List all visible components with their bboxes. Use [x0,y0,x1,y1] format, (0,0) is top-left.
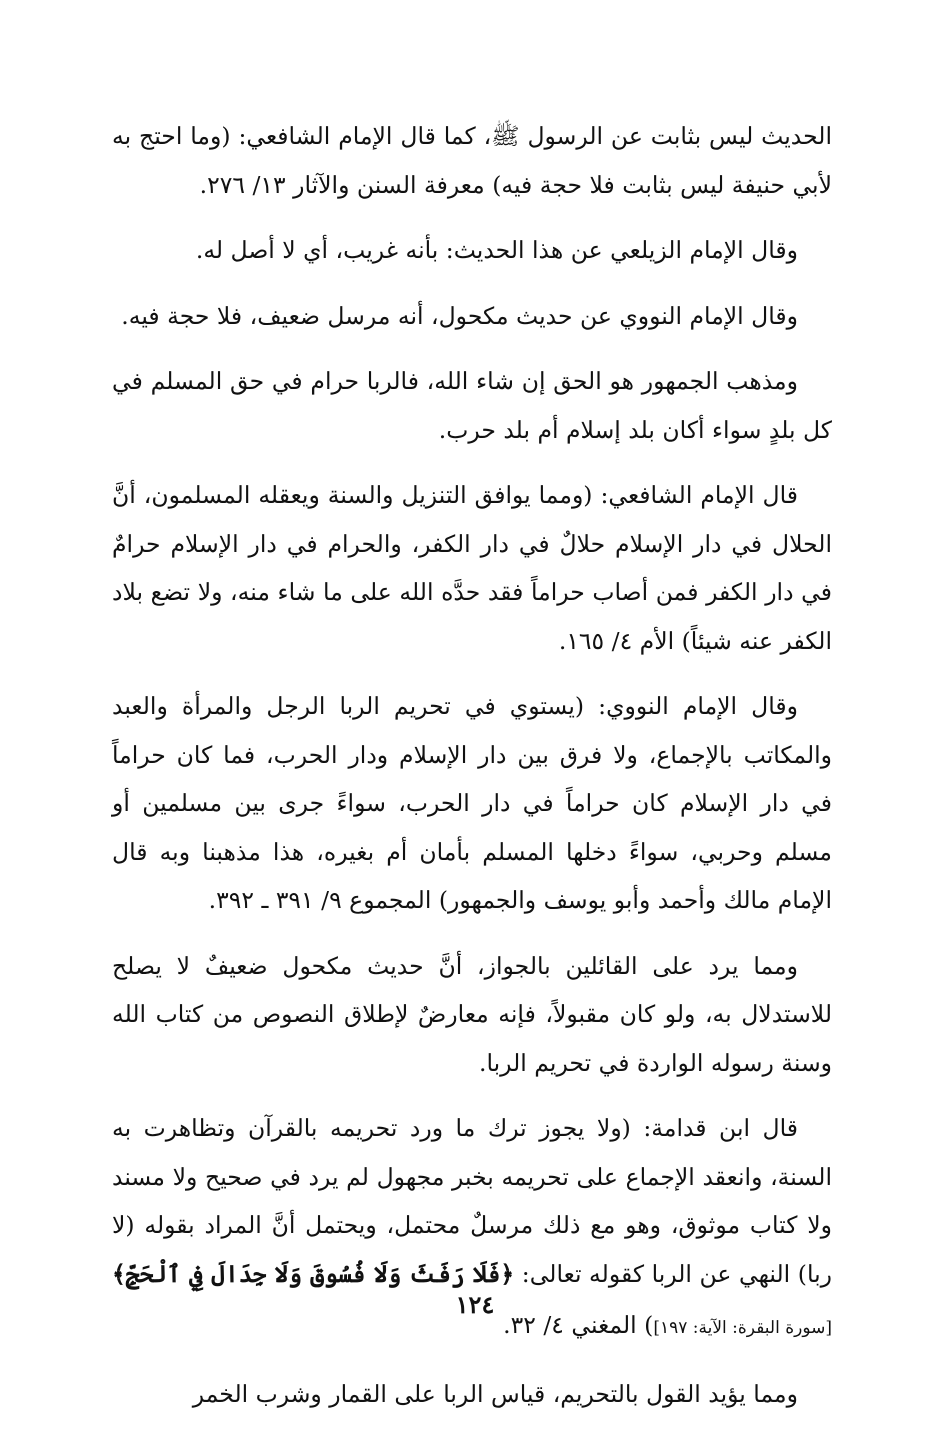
ibn-qudama-source: ) المغني ٤/ ٣٢. [503,1311,654,1339]
paragraph-nawawi-makhul: وقال الإمام النووي عن حديث مكحول، أنه مرسل ضعيف، فلا حجة فيه. [121,301,798,330]
page-number: ١٢٤ [455,1290,495,1319]
verse-citation: [سورة البقرة: الآية: ١٩٧] [653,1318,832,1338]
paragraph-refutation: ومما يرد على القائلين بالجواز، أنَّ حديث مكحول ضعيفٌ لا يصلح للاستدلال به، ولو كان مقبولاً، فإنه معارضٌ لإطلاق النصوص من كتاب الله وسنة رسوله الواردة في تحريم الربا. [112,951,832,1077]
ibn-qudama-text: قال ابن قدامة: (ولا يجوز ترك ما ورد تحريمه بالقرآن وتظاهرت به السنة، وانعقد الإجماع على تحريمه بخبر مجهول لم يرد في صحيح ولا مسند ولا كتاب موثوق، وهو مع ذلك مرسلٌ محتمل، ويحتمل أنَّ المراد بقوله (لا ربا) النهي عن الربا كقوله تعالى: [112,1114,832,1288]
paragraph-majority-view: ومذهب الجمهور هو الحق إن شاء الله، فالربا حرام في حق المسلم في كل بلدٍ سواء أكان بلد إسلام أم بلد حرب. [112,367,832,444]
page-body [112,112,832,1435]
paragraph-shafii-quote: قال الإمام الشافعي: (ومما يوافق التنزيل والسنة ويعقله المسلمون، أنَّ الحلال في دار الإسلام حلالٌ في دار الكفر، والحرام في دار الإسلام حرامٌ في دار الكفر فمن أصاب حراماً فقد حدَّه الله على ما شاء منه، ولا تضع بلاد الكفر عنه شيئاً) الأم ٤/ ١٦٥. [112,481,832,655]
paragraph-nawawi-quote: وقال الإمام النووي: (يستوي في تحريم الربا الرجل والمرأة والعبد والمكاتب بالإجماع، ولا فرق بين دار الإسلام ودار الحرب، فما كان حراماً في دار الإسلام كان حراماً في دار الحرب، سواءً جرى بين مسلمين أو مسلم وحربي، سواءً دخلها المسلم بأمان أم بغيره، هذا مذهبنا وبه قال الإمام مالك وأحمد وأبو يوسف والجمهور) المجموع ٩/ ٣٩١ ـ ٣٩٢. [112,692,833,914]
paragraph-zaylai: وقال الإمام الزيلعي عن هذا الحديث: بأنه غريب، أي لا أصل له. [195,236,798,264]
quran-verse: ﴿فَلَا رَفَثَ وَلَا فُسُوقَ وَلَا جِدَالَ فِي ٱلْحَجِّ﴾ [112,1259,515,1288]
paragraph-hadith-not-established: الحديث ليس بثابت عن الرسول ﷺ، كما قال الإمام الشافعي: (وما احتج به لأبي حنيفة ليس بثابت فلا حجة فيه) معرفة السنن والآثار ١٣/ ٢٧٦. [112,122,832,199]
paragraph-supporting-analogy: ومما يؤيد القول بالتحريم، قياس الربا على القمار وشرب الخمر [192,1379,798,1408]
